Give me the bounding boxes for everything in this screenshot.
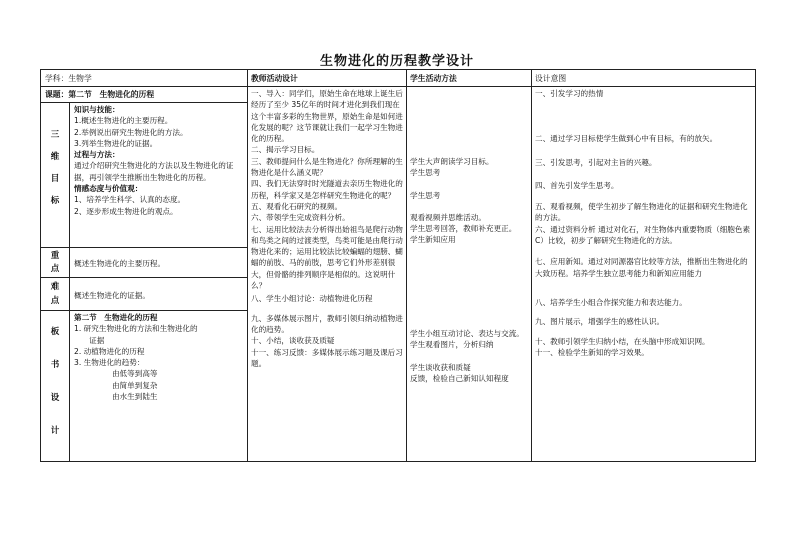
intent-column-header: 设计意图	[535, 74, 567, 83]
row-divider	[41, 86, 755, 87]
intent-item: 十、教师引领学生归纳小结，在头脑中形成知识网。	[535, 336, 710, 346]
attitude-heading: 情感态度与价值观：	[74, 184, 143, 194]
column-divider	[247, 70, 248, 461]
student-activities-group-2	[410, 328, 530, 384]
lesson-title: 课题：第二节 生物进化的历程	[45, 90, 155, 99]
teacher-step: 七、运用比较法去分析得出始祖鸟是爬行动物和鸟类之间的过渡类型，鸟类可能是由爬行动物进化来的；运用比较法比较蝙蝠的翅膀、蝴蝠的前肢、马的前肢，思考它们外形差别很大，但骨骼的排列顺序是相似的。这说明什么？	[251, 224, 403, 291]
board-line: 2. 动植物进化的历程	[74, 346, 145, 356]
knowledge-item: 2.举例说出研究生物进化的方法。	[74, 127, 188, 137]
side-char: 维	[50, 152, 60, 162]
difficulty-text: 概述生物进化的证据。	[74, 291, 150, 300]
side-char: 书	[50, 360, 60, 370]
intent-item: 七、应用新知。通过对同源器官比较等方法，推断出生物进化的大致历程。培养学生独立思考能力和新知应用能力	[535, 257, 748, 278]
teacher-step: 六、带领学生完成资料分析。	[251, 213, 350, 223]
board-line: 1. 研究生物进化的方法和生物进化的	[74, 324, 198, 334]
student-column-header: 学生活动方法	[410, 74, 457, 83]
board-line: 由低等到高等	[74, 369, 158, 379]
key-point-text: 概述生物进化的主要历程。	[74, 259, 166, 268]
board-line: 由水生到陆生	[74, 392, 158, 402]
side-char: 目	[50, 174, 60, 184]
document-title: 生物进化的历程教学设计	[319, 54, 474, 69]
teacher-step: 九、多媒体展示图片，教师引领归纳动植物进化的趋势。	[251, 313, 403, 334]
column-divider	[531, 70, 532, 461]
intent-item: 二、通过学习目标使学生做到心中有目标，有的放矢。	[535, 134, 718, 144]
teacher-step: 十、小结，谈收获及质疑	[251, 336, 335, 346]
column-divider	[69, 102, 70, 461]
student-step: 学生小组互动讨论、表达与交流。	[410, 329, 524, 338]
objectives-side-label	[45, 128, 65, 216]
teacher-activities	[251, 88, 403, 458]
side-char: 标	[50, 196, 60, 206]
row-divider	[41, 310, 247, 311]
process-text: 通过介绍研究生物进化的方法以及生物进化的证据，再引领学生推断出生物进化的历程。	[74, 161, 234, 182]
intent-item: 八、培养学生小组合作探究能力和表达能力。	[535, 297, 687, 307]
side-char: 点	[50, 264, 60, 274]
side-char: 板	[50, 327, 60, 337]
student-step: 学生大声朗读学习目标。	[410, 157, 494, 166]
student-step: 学生观看图片，分析归纳	[410, 340, 494, 350]
knowledge-heading: 知识与技能：	[74, 105, 120, 114]
teacher-step: 五、观看化石研究的视频。	[251, 201, 343, 211]
student-step: 学生思考	[410, 168, 441, 178]
intent-item: 四、首先引发学生思考。	[535, 180, 619, 190]
intent-item: 十一、检验学生新知的学习效果。	[535, 347, 649, 357]
side-char: 计	[50, 426, 60, 436]
side-char: 点	[50, 296, 60, 306]
student-step	[410, 351, 530, 362]
teacher-step: 四、我们无法穿时时光隧道去亲历生物进化的历程，科学家又是怎样研究生物进化的呢？	[251, 179, 403, 200]
student-activities-group-1	[410, 156, 530, 246]
teacher-step: 一、导入：同学们，原始生命在地球上诞生后经历了至少 35亿年的时间才进化到我们现在这个丰富多彩的生物世界，原始生命是如何进化发展的呢？这节课就让我们一起学习生物进化的历程。	[251, 89, 403, 144]
student-step: 学生谈收获和质疑	[410, 362, 471, 372]
attitude-item: 2、逐步形成生物进化的观点。	[74, 206, 178, 216]
board-design-content	[74, 312, 246, 460]
student-step: 学生思考	[410, 190, 441, 200]
student-step: 观看视频并思维活动。	[410, 212, 486, 222]
board-heading: 第二节 生物进化的历程	[74, 313, 158, 322]
student-step: 学生思考回答，教师补充更正。	[410, 224, 517, 234]
knowledge-item: 1.概述生物进化的主要历程。	[74, 116, 173, 126]
student-step	[410, 179, 530, 190]
teacher-column-header: 教师活动设计	[251, 74, 298, 83]
intent-item: 三、引发思考，引起对主旨的兴趣。	[535, 157, 657, 167]
board-line: 证据	[74, 335, 105, 345]
teacher-step: 二、揭示学习目标。	[251, 145, 320, 155]
intent-item: 六、通过资料分析 通过对化石，对生物体内重要物质（细胞色素 C）比较，初步了解研究生物进化的方法。	[535, 224, 751, 246]
design-intent	[535, 88, 753, 458]
board-line: 3. 生物进化的趋势：	[74, 358, 145, 368]
row-divider	[41, 277, 247, 278]
process-heading: 过程与方法：	[74, 150, 120, 160]
student-step: 学生新知应用	[410, 235, 456, 245]
side-char: 难	[50, 282, 60, 292]
teacher-step: 十一、练习反馈：多媒体展示练习题及课后习题。	[251, 347, 403, 368]
attitude-item: 1、培养学生科学、认真的态度。	[74, 195, 186, 205]
key-point-label	[45, 249, 65, 275]
lesson-plan-table	[40, 69, 756, 462]
side-char: 重	[50, 251, 60, 261]
intent-item: 五、观看视频，使学生初步了解生物进化的证据和研究生物进化的方法。	[535, 202, 748, 223]
knowledge-item: 3.列举生物进化的证据。	[74, 138, 158, 148]
student-step	[410, 201, 530, 212]
board-design-label	[45, 325, 65, 457]
teacher-step: 八、学生小组讨论：动植物进化历程	[251, 294, 373, 304]
intent-item: 一、引发学习的热情	[535, 89, 604, 98]
side-char: 三	[50, 130, 60, 140]
difficulty-label	[45, 280, 65, 308]
side-char: 设	[50, 393, 60, 403]
subject-label: 学科：生物学	[45, 74, 92, 83]
board-line: 由简单到复杂	[74, 380, 158, 390]
teacher-step: 三、教师提问什么是生物进化？你所理解的生物进化是什么涵义呢？	[251, 156, 403, 178]
objectives-content	[74, 104, 245, 246]
column-divider	[406, 70, 407, 461]
row-divider	[41, 247, 247, 248]
intent-item: 九、图片展示，增强学生的感性认识。	[535, 317, 665, 327]
student-step: 反馈，检验自己新知认知程度	[410, 373, 509, 383]
row-divider	[41, 102, 247, 103]
